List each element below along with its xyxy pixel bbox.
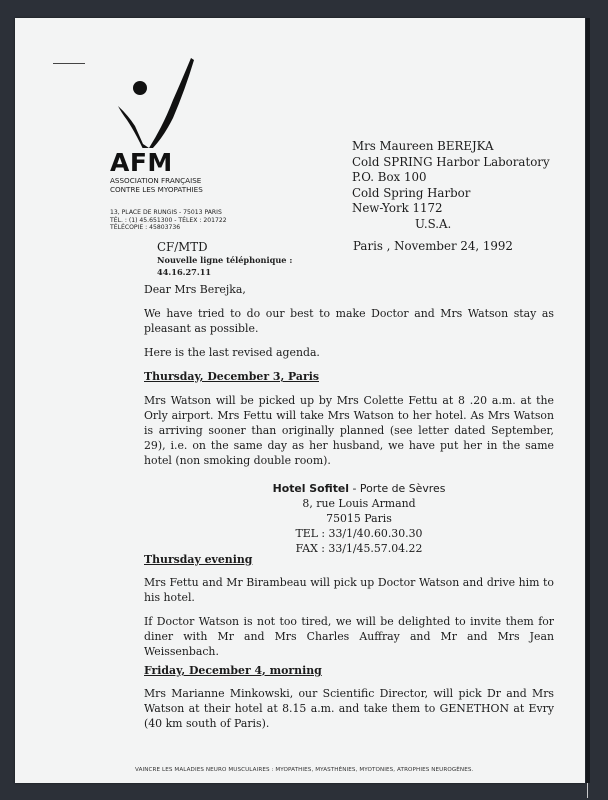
org-address: 13, PLACE DE RUNGIS - 75013 PARIS TÉL. : (1) 45.651300 - TÉLEX : 201722 TÉLÉCOPIE : 45803736 [110,209,227,232]
new-phone-note: Nouvelle ligne téléphonique : 44.16.27.11 [157,255,293,277]
letter-date: Paris , November 24, 1992 [353,239,513,253]
evening-paragraph: Mrs Fettu and Mr Birambeau will pick up Doctor Watson and drive him to his hotel. [144,576,554,604]
hotel-street: 8, rue Louis Armand [302,497,416,510]
org-name: ASSOCIATION FRANÇAISE CONTRE LES MYOPATHIES [110,176,203,194]
agenda-intro: Here is the last revised agenda. [144,346,320,359]
intro-paragraph: We have tried to do our best to make Doctor and Mrs Watson stay as pleasant as possible. [144,307,554,335]
reference-initials: CF/MTD [157,240,208,254]
recipient-name: Mrs Maureen BEREJKA [352,139,494,153]
friday-heading: Friday, December 4, morning [144,664,322,677]
dinner-paragraph: If Doctor Watson is not too tired, we will be delighted to invite them for diner with Mr and Mrs Charles Auffray and Mr and Mrs Jean Weissenbach. [144,615,554,658]
thursday-heading: Thursday, December 3, Paris [144,370,319,383]
letter-page [15,18,585,783]
recipient-city: Cold Spring Harbor [352,185,471,200]
evening-heading: Thursday evening [144,553,253,566]
recipient-address [352,139,550,233]
page-shadow-edge [586,18,590,783]
hotel-address [269,481,449,556]
hotel-name: Hotel Sofitel [272,482,350,495]
hotel-city: 75015 Paris [326,512,392,525]
hotel-district: - Porte de Sèvres [349,482,446,495]
friday-paragraph: Mrs Marianne Minkowski, our Scientific Director, will pick Dr and Mrs Watson at their hotel at 8.15 a.m. and take them to GENETHON at Evry (40 km south of Paris). [144,687,554,730]
recipient-po-box: P.O. Box 100 [352,170,427,185]
recipient-country: U.S.A. [415,216,452,231]
afm-logo-icon [115,56,197,148]
hotel-fax: FAX : 33/1/45.57.04.22 [295,542,423,555]
salutation: Dear Mrs Berejka, [144,283,246,296]
thursday-paragraph: Mrs Watson will be picked up by Mrs Colette Fettu at 8 .20 a.m. at the Orly airport. Mrs Fettu will take Mrs Watson to her hotel. As Mrs Watson is arriving sooner than originally planned (see letter dated September, 29), i.e. on the same day as her husband, we have put her in the same hotel (non smoking double room). [144,394,554,467]
recipient-state: New-York 1172 [352,201,443,216]
recipient-organization: Cold SPRING Harbor Laboratory [352,154,550,169]
hotel-tel: TEL : 33/1/40.60.30.30 [295,527,423,540]
footer-slogan: VAINCRE LES MALADIES NEURO MUSCULAIRES : MYOPATHIES, MYASTHÉNIES, MYOTONIES, ATROPHIES NEUROGÈNES. [135,767,474,773]
margin-mark [53,63,85,64]
org-acronym: AFM [110,148,173,177]
